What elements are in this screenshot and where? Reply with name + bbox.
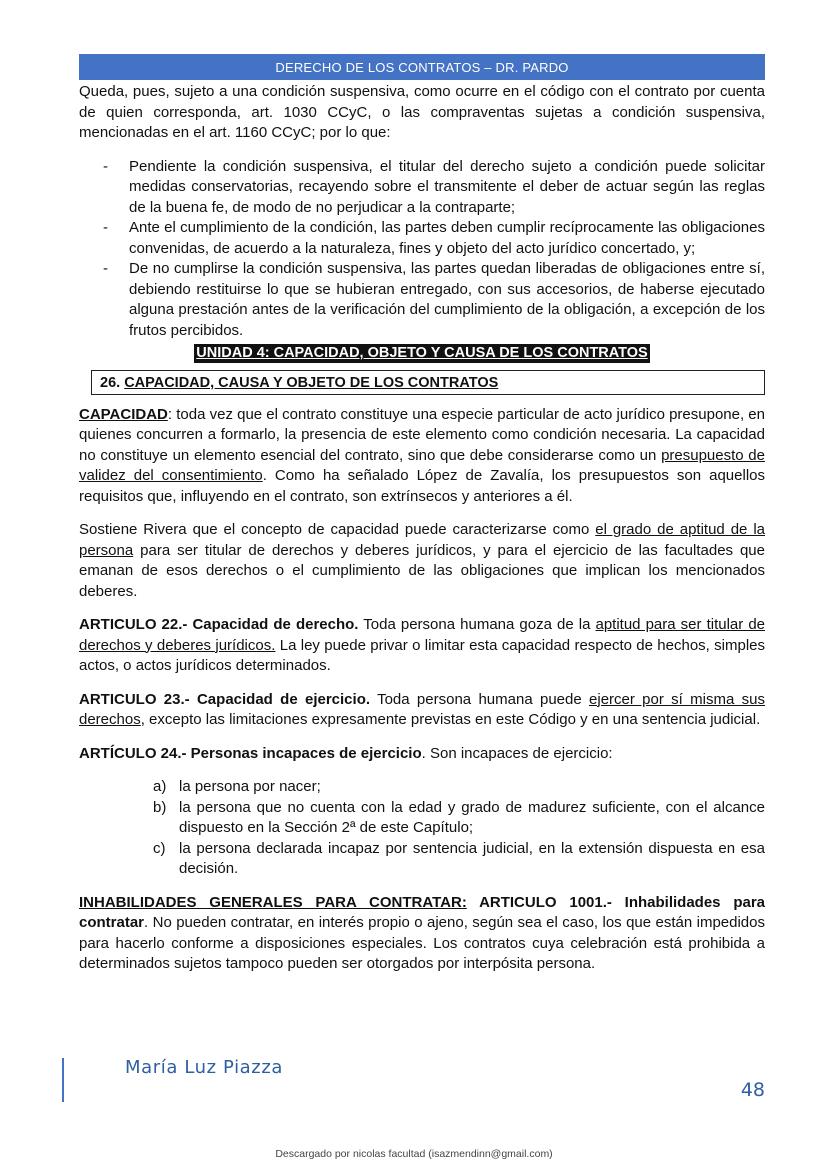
running-header xyxy=(79,54,765,80)
bullet-mark: - xyxy=(103,219,108,236)
list-item: b) la persona que no cuenta con la edad y grado de madurez suficiente, con el alcance dispuesto en la Sección 2ª de este Capítulo; xyxy=(153,798,765,836)
bullet-mark: - xyxy=(103,260,108,277)
list-item: - Ante el cumplimiento de la condición, las partes deben cumplir recíprocamente las obligaciones convenidas, de acuerdo a la naturaleza, fines y objeto del acto jurídico concertado, y; xyxy=(103,219,765,257)
incapaces-list xyxy=(79,777,765,880)
header-title: DERECHO DE LOS CONTRATOS – DR. PARDO xyxy=(275,59,569,75)
inhabilidades-paragraph: INHABILIDADES GENERALES PARA CONTRATAR: ARTICULO 1001.- Inhabilidades para contratar. No pueden contratar, en interés propio o ajeno, según sea el caso, los que están impedidos para hacerlo conforme a disposiciones especiales. Los contratos cuya celebración está prohibida a determinados sujetos tampoco pueden ser otorgados por interpósita persona. xyxy=(79,893,765,972)
list-item: c) la persona declarada incapaz por sentencia judicial, en la extensión dispuesta en esa decisión. xyxy=(153,839,765,877)
capacidad-paragraph: CAPACIDAD: toda vez que el contrato constituye una especie particular de acto jurídico presupone, en quienes concurren a formarlo, la presencia de este elemento como condición necesaria. La capacidad no constituye un elemento esencial del contrato, sino que debe considerarse como un presupuesto de validez del consentimiento. Como ha señalado López de Zavalía, los presupuestos son aquellos requisitos que, influyendo en el contrato, son extrínsecos y anteriores a él. xyxy=(79,405,766,505)
unit-heading xyxy=(79,343,765,364)
section-number: 26. xyxy=(100,374,121,391)
page-number: 48 xyxy=(740,1079,765,1101)
footer-rule xyxy=(62,1058,64,1102)
download-notice: Descargado por nicolas facultad (isazmendinn@gmail.com) xyxy=(275,1148,553,1160)
article-22: ARTICULO 22.- Capacidad de derecho. Toda persona humana goza de la aptitud para ser titular de derechos y deberes jurídicos. La ley puede privar o limitar esta capacidad respecto de hechos, simples actos, o actos jurídicos determinados. xyxy=(79,616,766,674)
capacidad-label: CAPACIDAD xyxy=(79,405,168,423)
bullet-list xyxy=(79,157,765,342)
intro-paragraph: Queda, pues, sujeto a una condición suspensiva, como ocurre en el código con el contrato por cuenta de quien corresponda, art. 1030 CCyC, o las compraventas sujetas a condición suspensiva, mencionadas en el art. 1160 CCyC; por lo que: xyxy=(79,83,765,141)
section-title: CAPACIDAD, CAUSA Y OBJETO DE LOS CONTRATOS xyxy=(124,374,499,391)
article-24: ARTÍCULO 24.- Personas incapaces de ejercicio. Son incapaces de ejercicio: xyxy=(79,744,613,762)
article-23-heading: ARTICULO 23.- Capacidad de ejercicio. xyxy=(79,690,371,708)
inhabilidades-label: INHABILIDADES GENERALES PARA CONTRATAR: xyxy=(79,893,467,911)
article-23: ARTICULO 23.- Capacidad de ejercicio. Toda persona humana puede ejercer por sí misma sus derechos, excepto las limitaciones expresamente previstas en este Código y en una sentencia judicial. xyxy=(79,690,766,728)
rivera-paragraph: Sostiene Rivera que el concepto de capacidad puede caracterizarse como el grado de aptitud de la persona para ser titular de derechos y deberes jurídicos, y para el ejercicio de las facultades que emanan de esos derechos o el cumplimiento de las obligaciones que implican los mencionados deberes. xyxy=(79,521,765,600)
page-body xyxy=(79,82,765,988)
section-heading xyxy=(91,370,765,395)
article-1001-heading: ARTICULO 1001.- Inhabilidades para contratar xyxy=(79,893,765,931)
article-24-heading: ARTÍCULO 24.- Personas incapaces de ejercicio xyxy=(79,744,422,762)
unit-title: UNIDAD 4: CAPACIDAD, OBJETO Y CAUSA DE LOS CONTRATOS xyxy=(196,345,648,361)
list-item: - De no cumplirse la condición suspensiva, las partes quedan liberadas de obligaciones entre sí, debiendo restituirse lo que se hubieran entregado, con sus accesorios, de haberse ejecutado alguna prestación antes de la verificación del cumplimiento de la obligación, a excepción de los frutos percibidos. xyxy=(103,260,765,339)
bullet-mark: - xyxy=(103,157,108,175)
list-item: - Pendiente la condición suspensiva, el titular del derecho sujeto a condición puede solicitar medidas conservatorias, recayendo sobre el transmitente el deber de actuar según las reglas de la buena fe, de modo de no perjudicar a la contraparte; xyxy=(103,157,765,216)
list-item: a) la persona por nacer; xyxy=(153,778,321,795)
author-name: María Luz Piazza xyxy=(125,1057,284,1078)
article-22-heading: ARTICULO 22.- Capacidad de derecho. xyxy=(79,616,359,633)
